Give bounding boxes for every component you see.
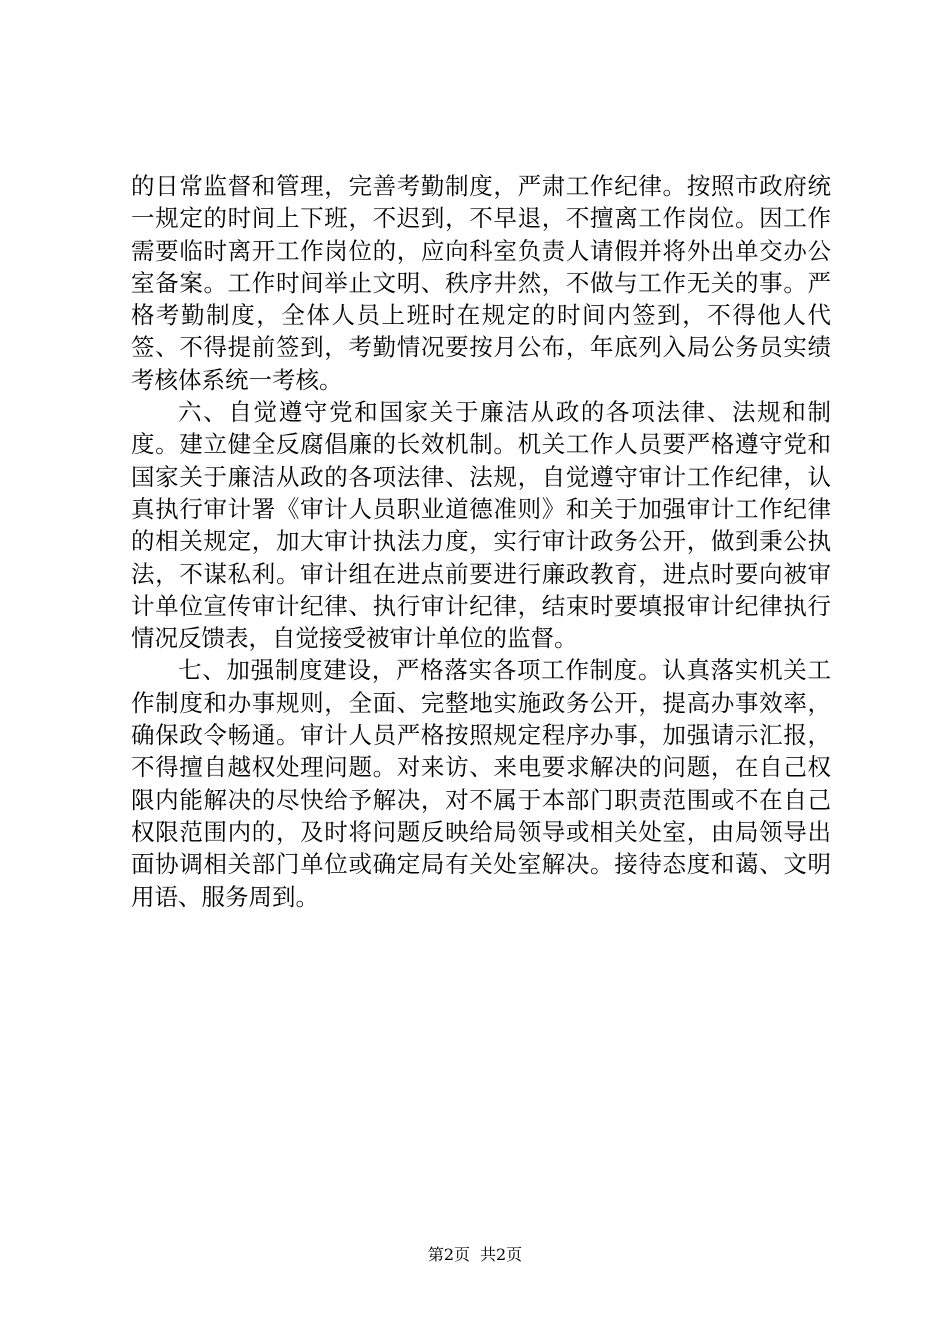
paragraph-section-7: 七、加强制度建设，严格落实各项工作制度。认真落实机关工作制度和办事规则，全面、完整地实施政务公开，提高办事效率，确保政令畅通。审计人员严格按照规定程序办事，加强请示汇报，不得擅自越权处理问题。对来访、来电要求解决的问题，在自己权限内能解决的尽快给予解决，对不属于本部门职责范围或不在自己权限范围内的，及时将问题反映给局领导或相关处室，由局领导出面协调相关部门单位或确定局有关处室解决。接待态度和蔼、文明用语、服务周到。 — [131, 656, 831, 911]
paragraph-section-6: 六、自觉遵守党和国家关于廉洁从政的各项法律、法规和制度。建立健全反腐倡廉的长效机制。机关工作人员要严格遵守党和国家关于廉洁从政的各项法律、法规，自觉遵守审计工作纪律，认真执行审计署《审计人员职业道德准则》和关于加强审计工作纪律的相关规定，加大审计执法力度，实行审计政务公开，做到秉公执法，不谋私利。审计组在进点前要进行廉政教育，进点时要向被审计单位宣传审计纪律、执行审计纪律，结束时要填报审计纪律执行情况反馈表，自觉接受被审计单位的监督。 — [131, 398, 831, 653]
page-footer — [0, 1244, 950, 1266]
page-total: 共2页 — [480, 1245, 523, 1264]
page-number: 第2页 — [427, 1245, 470, 1264]
document-body — [131, 170, 831, 913]
paragraph-continuation: 的日常监督和管理，完善考勤制度，严肃工作纪律。按照市政府统一规定的时间上下班，不迟到，不早退，不擅离工作岗位。因工作需要临时离开工作岗位的，应向科室负责人请假并将外出单交办公室备案。工作时间举止文明、秩序井然，不做与工作无关的事。严格考勤制度，全体人员上班时在规定的时间内签到，不得他人代签、不得提前签到，考勤情况要按月公布，年底列入局公务员实绩考核体系统一考核。 — [131, 172, 831, 394]
